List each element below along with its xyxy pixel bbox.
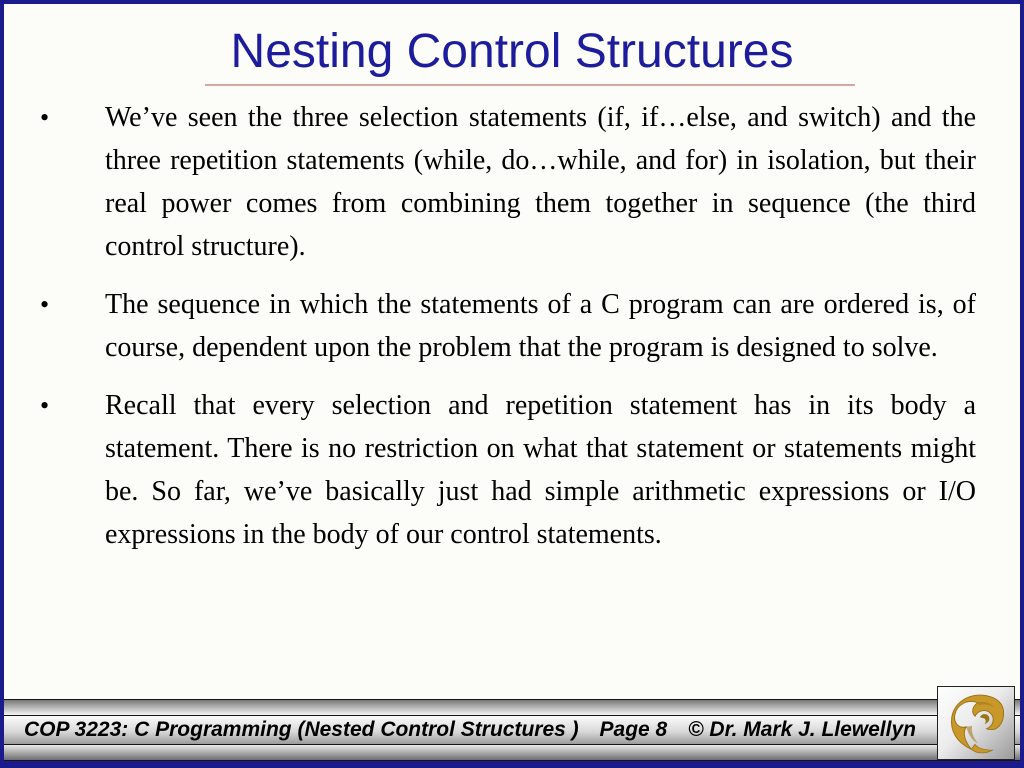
title-underline xyxy=(205,84,855,86)
bullet-list xyxy=(38,96,976,556)
footer-copyright: © Dr. Mark J. Llewellyn xyxy=(688,718,916,741)
bullet-icon: • xyxy=(40,103,50,132)
footer-page-number: Page 8 xyxy=(599,718,668,741)
bullet-text: The sequence in which the statements of a C program can are ordered is, of course, dependent upon the problem that the program is designed to solve. xyxy=(105,289,976,363)
bullet-item xyxy=(38,96,976,268)
bullet-text: We’ve seen the three selection statements (if, if…else, and switch) and the three repetition statements (while, do…while, and for) in isolation, but their real power comes from combining them together in sequence (the third control structure). xyxy=(105,102,976,262)
slide-title: Nesting Control Structures xyxy=(230,25,794,78)
bullet-icon: • xyxy=(40,391,50,420)
footer-bar xyxy=(4,699,1020,761)
bullet-text: Recall that every selection and repetition statement has in its body a statement. There is no restriction on what that statement or statements might be. So far, we’ve basically just had simple arithmetic expressions or I/O expressions in the body of our control statements. xyxy=(105,390,976,550)
footer-course-label: COP 3223: C Programming (Nested Control Structures ) xyxy=(24,718,579,741)
footer-band-bottom xyxy=(4,744,1020,761)
ucf-pegasus-logo xyxy=(937,686,1015,760)
bullet-icon: • xyxy=(40,290,50,319)
footer-band-top xyxy=(4,699,1020,715)
bullet-item xyxy=(38,384,976,556)
bullet-item xyxy=(38,283,976,369)
pegasus-icon xyxy=(945,692,1007,754)
footer-band-main xyxy=(4,715,1020,744)
